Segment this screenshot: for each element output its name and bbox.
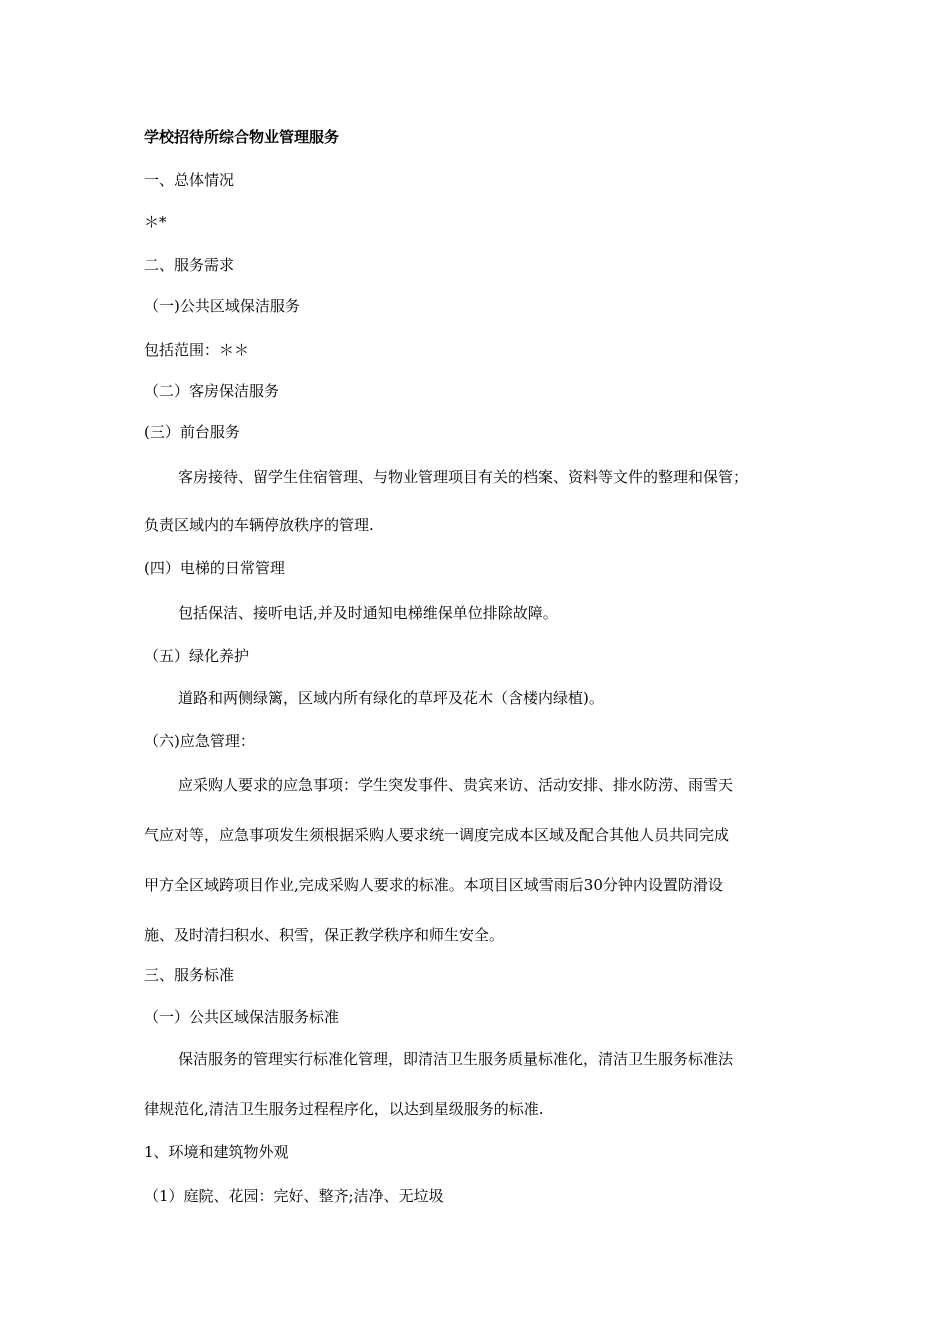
paragraph-line: 施、及时清扫积水、积雪，保正教学秩序和师生安全。 <box>144 926 505 944</box>
paragraph-line: 应采购人要求的应急事项：学生突发事件、贵宾来访、活动安排、排水防涝、雨雪天 <box>178 776 734 794</box>
section-heading: 二、服务需求 <box>144 256 235 274</box>
paragraph-line: 包括保洁、接听电话,并及时通知电梯维保单位排除故障。 <box>178 604 558 622</box>
paragraph-line: （1）庭院、花园：完好、整齐;洁净、无垃圾 <box>144 1187 444 1205</box>
paragraph-line: 律规范化,清洁卫生服务过程程序化，以达到星级服务的标准. <box>144 1100 544 1118</box>
paragraph-line: 道路和两侧绿篱，区域内所有绿化的草坪及花木（含楼内绿植)。 <box>178 689 604 707</box>
paragraph-line: 客房接待、留学生住宿管理、与物业管理项目有关的档案、资料等文件的整理和保管； <box>178 468 749 486</box>
document-title: 学校招待所综合物业管理服务 <box>144 128 340 146</box>
subsection-heading: (三）前台服务 <box>144 423 240 441</box>
paragraph-line: ＊* <box>144 213 167 231</box>
subsection-heading: （一)公共区域保洁服务 <box>144 297 300 315</box>
paragraph-line: 负责区域内的车辆停放秩序的管理. <box>144 516 374 534</box>
subsection-heading: (四）电梯的日常管理 <box>144 559 285 577</box>
paragraph-line: 气应对等，应急事项发生须根据采购人要求统一调度完成本区域及配合其他人员共同完成 <box>144 826 730 844</box>
section-heading: 三、服务标准 <box>144 966 235 984</box>
paragraph-line: 保洁服务的管理实行标准化管理，即清洁卫生服务质量标准化，清洁卫生服务标准法 <box>178 1050 734 1068</box>
subsection-heading: （六)应急管理： <box>144 732 255 750</box>
subsection-heading: （五）绿化养护 <box>144 647 250 665</box>
paragraph-line: 包括范围：＊＊ <box>144 341 250 359</box>
subsection-heading: （二）客房保洁服务 <box>144 382 280 400</box>
section-heading: 一、总体情况 <box>144 171 235 189</box>
paragraph-line: 甲方全区域跨项目作业,完成采购人要求的标准。本项目区域雪雨后30分钟内设置防滑设 <box>144 876 723 894</box>
subsection-heading: （一）公共区域保洁服务标准 <box>144 1008 340 1026</box>
subsection-heading: 1、环境和建筑物外观 <box>144 1143 289 1161</box>
